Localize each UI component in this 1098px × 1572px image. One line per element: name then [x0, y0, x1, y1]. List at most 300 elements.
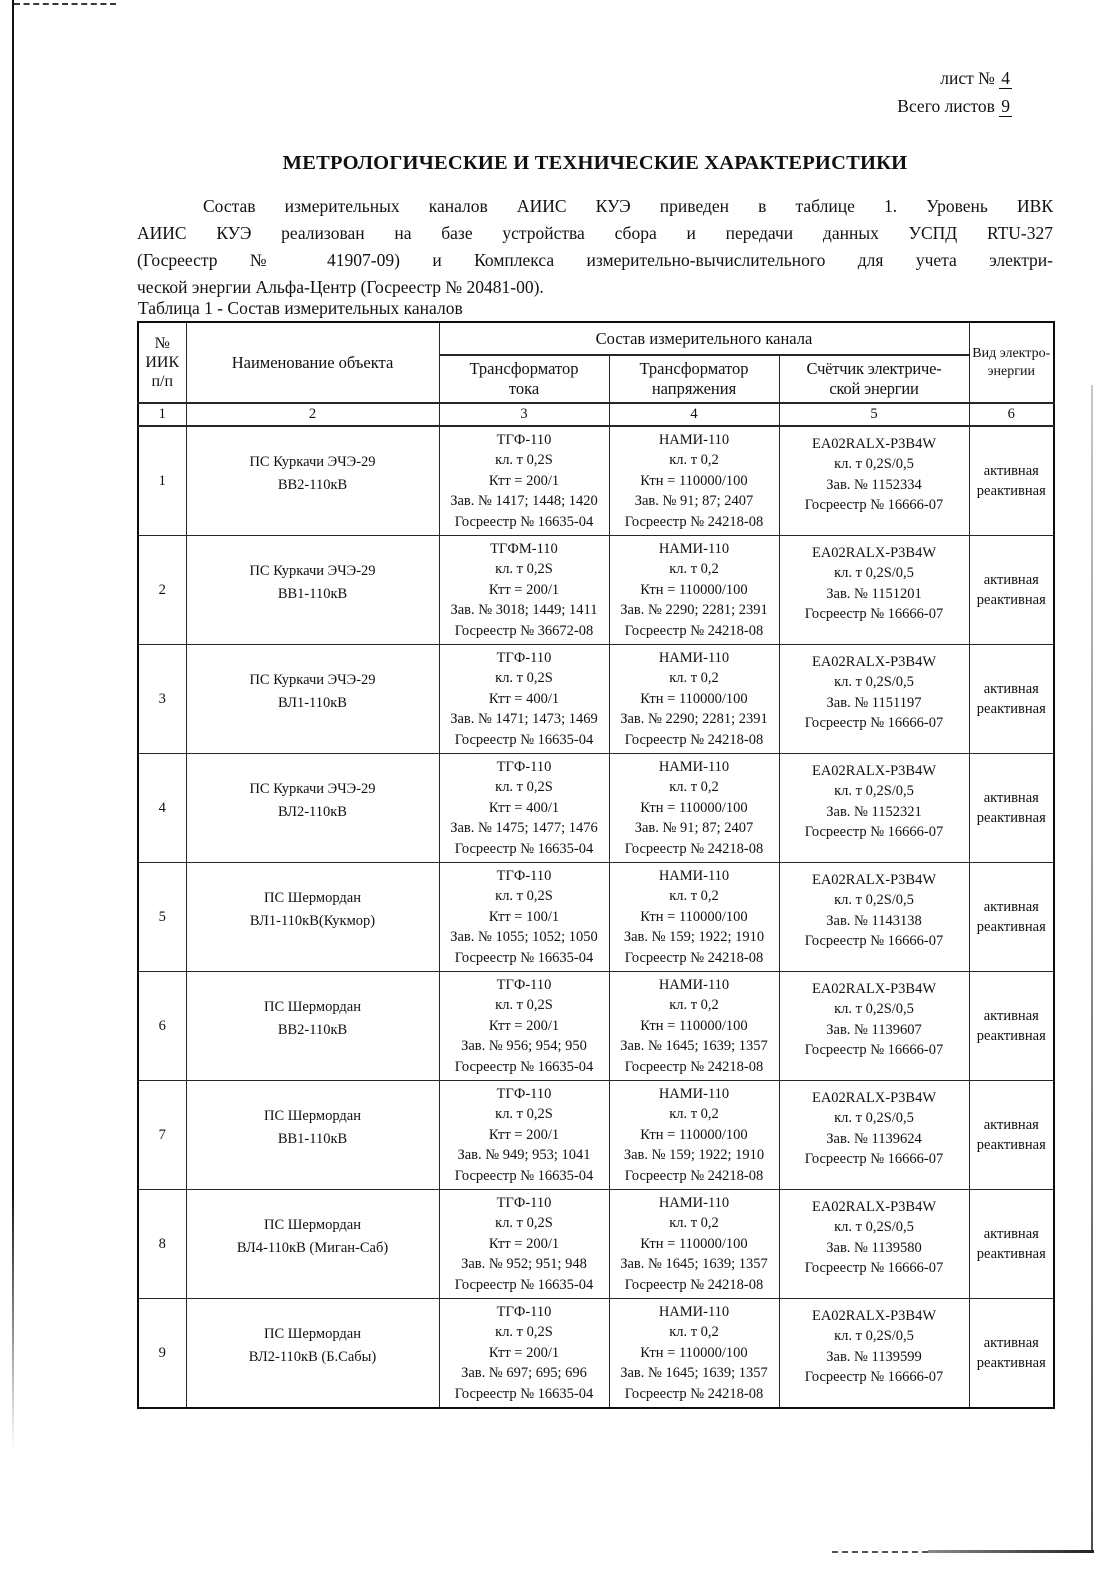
text-line: Ктт = 200/1 — [488, 1235, 560, 1252]
table-row — [138, 754, 1054, 863]
column-number: 6 — [969, 403, 1054, 426]
sheet-number-value: 4 — [1001, 68, 1010, 88]
cell-energy-meter — [779, 426, 969, 536]
text-line: EA02RALX-P3B4W — [811, 980, 937, 997]
cell-iik-number — [138, 645, 186, 754]
object-name-stack — [187, 755, 439, 861]
cell-object-name — [186, 645, 439, 754]
text-line: Госреестр № 16635-04 — [454, 1058, 594, 1075]
text-line: Зав. № 159; 1922; 1910 — [623, 929, 765, 945]
cell-voltage-transformer-stack — [610, 537, 779, 643]
scan-bottom-right-line — [928, 1550, 1094, 1553]
text-line: Зав. № 1645; 1639; 1357 — [620, 1365, 768, 1381]
text-line: ПС Куркачи ЭЧЭ-29 — [249, 781, 376, 797]
text-line: Ктт = 400/1 — [488, 799, 560, 816]
text-line: Госреестр № 16666-07 — [804, 933, 944, 950]
text-line: НАМИ-110 — [658, 758, 730, 775]
cell-energy-meter-stack — [780, 1082, 969, 1188]
text-line: кл. т 0,2 — [669, 997, 719, 1013]
cell-voltage-transformer-stack — [610, 428, 779, 534]
text-line: Зав. № 697; 695; 696 — [461, 1365, 587, 1381]
cell-current-transformer-stack — [440, 428, 609, 534]
cell-voltage-transformer — [609, 1081, 779, 1190]
cell-current-transformer — [439, 754, 609, 863]
col-header-current-transformer — [439, 355, 609, 403]
cell-energy-meter — [779, 536, 969, 645]
column-number: 4 — [609, 403, 779, 426]
text-line: Ктт = 200/1 — [488, 1126, 560, 1143]
text-line: Зав. № 91; 87; 2407 — [634, 493, 754, 509]
text-line: Госреестр № 16666-07 — [804, 1151, 944, 1168]
col-header-meter-line: ской энергии — [829, 379, 919, 398]
cell-iik-number — [138, 426, 186, 536]
text-line: кл. т 0,2 — [669, 1215, 719, 1231]
text-line: НАМИ-110 — [658, 1194, 730, 1211]
text-line: Зав. № 1055; 1052; 1050 — [450, 929, 598, 945]
text-line: Госреестр № 16666-07 — [804, 824, 944, 841]
text-line: НАМИ-110 — [658, 649, 730, 666]
cell-current-transformer-stack — [440, 537, 609, 643]
text-line: Госреестр № 24218-08 — [624, 1385, 764, 1402]
col-header-iik — [138, 322, 186, 403]
text-line: ТГФ-110 — [496, 976, 552, 993]
text-line: кл. т 0,2S — [495, 779, 553, 795]
text-line: Госреестр № 16635-04 — [454, 513, 594, 530]
cell-current-transformer-stack — [440, 1082, 609, 1188]
cell-energy-meter — [779, 863, 969, 972]
text-line: Госреестр № 24218-08 — [624, 1276, 764, 1293]
text-line: Зав. № 1139624 — [826, 1130, 922, 1147]
text-line: Зав. № 1143138 — [826, 912, 922, 929]
paragraph-line: АИИС КУЭ реализован на базе устройства сбора и передачи данных УСПД RTU-327 — [137, 223, 1053, 243]
text-line: EA02RALX-P3B4W — [811, 871, 937, 888]
energy-type-stack — [970, 1082, 1054, 1188]
object-name-stack — [187, 1191, 439, 1297]
object-name-stack — [187, 1082, 439, 1188]
cell-energy-meter-stack — [780, 428, 969, 534]
cell-energy-meter-stack — [780, 1300, 969, 1406]
cell-voltage-transformer — [609, 972, 779, 1081]
col-header-energy-type-line: Вид электро- — [972, 345, 1051, 361]
text-line: Зав. № 1417; 1448; 1420 — [450, 493, 598, 509]
col-header-ct-line: тока — [508, 379, 540, 398]
text-line: Зав. № 1471; 1473; 1469 — [450, 711, 598, 727]
text-line: ВЛ2-110кВ (Б.Сабы) — [248, 1349, 377, 1365]
cell-current-transformer-stack — [440, 755, 609, 861]
cell-voltage-transformer — [609, 536, 779, 645]
text-line: Зав. № 1139580 — [826, 1239, 922, 1256]
cell-current-transformer — [439, 1190, 609, 1299]
col-header-energy-type — [969, 322, 1054, 403]
cell-object-name — [186, 972, 439, 1081]
text-line: кл. т 0,2S/0,5 — [834, 674, 914, 691]
cell-current-transformer-stack — [440, 1300, 609, 1406]
object-name-stack — [187, 428, 439, 534]
cell-current-transformer — [439, 1081, 609, 1190]
text-line: реактивная — [976, 810, 1046, 826]
text-line: Зав. № 1645; 1639; 1357 — [620, 1256, 768, 1272]
text-line: НАМИ-110 — [658, 976, 730, 993]
cell-energy-meter — [779, 1190, 969, 1299]
col-header-meter-line: Счётчик электриче- — [806, 359, 942, 378]
text-line: Госреестр № 24218-08 — [624, 622, 764, 639]
page-title: МЕТРОЛОГИЧЕСКИЕ И ТЕХНИЧЕСКИЕ ХАРАКТЕРИСТИКИ — [282, 152, 908, 174]
cell-iik-number — [138, 1081, 186, 1190]
text-line: Госреестр № 24218-08 — [624, 1058, 764, 1075]
text-line: кл. т 0,2S — [495, 1106, 553, 1122]
text-line: реактивная — [976, 701, 1046, 717]
text-line: EA02RALX-P3B4W — [811, 435, 937, 452]
cell-voltage-transformer — [609, 1299, 779, 1409]
text-line: Зав. № 1139607 — [826, 1021, 922, 1038]
energy-type-stack — [970, 428, 1054, 534]
text-line: Зав. № 3018; 1449; 1411 — [450, 602, 598, 618]
cell-voltage-transformer-stack — [610, 1191, 779, 1297]
text-line: реактивная — [976, 592, 1046, 608]
cell-iik-number — [138, 754, 186, 863]
scan-edge-right — [1091, 385, 1093, 1552]
text-line: Зав. № 1152334 — [826, 476, 922, 493]
cell-iik-number — [138, 1190, 186, 1299]
energy-type-stack — [970, 973, 1054, 1079]
text-line: Госреестр № 16635-04 — [454, 1167, 594, 1184]
text-line: Госреестр № 16666-07 — [804, 1042, 944, 1059]
text-line: Зав. № 1151197 — [826, 694, 922, 711]
intro-paragraph — [137, 193, 1053, 301]
text-line: реактивная — [976, 919, 1046, 935]
channels-table — [137, 321, 1055, 1409]
text-line: Госреестр № 24218-08 — [624, 731, 764, 748]
text-line: Ктн = 110000/100 — [640, 908, 748, 925]
text-line: кл. т 0,2 — [669, 1106, 719, 1122]
text-line: кл. т 0,2S — [495, 997, 553, 1013]
text-line: активная — [983, 1008, 1039, 1024]
text-line: ТГФ-110 — [496, 431, 552, 448]
cell-energy-meter-stack — [780, 864, 969, 970]
cell-current-transformer-stack — [440, 646, 609, 752]
sheet-info — [897, 64, 1012, 120]
text-line: Госреестр № 16666-07 — [804, 1369, 944, 1386]
column-number: 2 — [186, 403, 439, 426]
text-line: EA02RALX-P3B4W — [811, 1307, 937, 1324]
cell-voltage-transformer — [609, 863, 779, 972]
cell-voltage-transformer — [609, 1190, 779, 1299]
cell-voltage-transformer-stack — [610, 864, 779, 970]
text-line: реактивная — [976, 1028, 1046, 1044]
text-line: реактивная — [976, 1246, 1046, 1262]
column-number: 1 — [138, 403, 186, 426]
text-line: Зав. № 2290; 2281; 2391 — [620, 711, 768, 727]
text-line: 1 — [158, 472, 166, 489]
cell-energy-type — [969, 972, 1054, 1081]
cell-energy-type — [969, 1299, 1054, 1409]
table-caption: Таблица 1 - Состав измерительных каналов — [138, 298, 463, 318]
cell-current-transformer — [439, 426, 609, 536]
text-line: ВЛ1-110кВ(Кукмор) — [249, 913, 376, 929]
scan-bottom-right-dashes — [832, 1551, 928, 1553]
column-number: 5 — [779, 403, 969, 426]
text-line: Зав. № 2290; 2281; 2391 — [620, 602, 768, 618]
text-line: Госреестр № 16635-04 — [454, 731, 594, 748]
text-line: кл. т 0,2S/0,5 — [834, 1001, 914, 1018]
text-line: Зав. № 956; 954; 950 — [461, 1038, 587, 1054]
text-line: ТГФ-110 — [496, 1194, 552, 1211]
cell-current-transformer — [439, 972, 609, 1081]
text-line: ТГФ-110 — [496, 867, 552, 884]
text-line: 6 — [158, 1017, 166, 1034]
text-line: ТГФ-110 — [496, 649, 552, 666]
object-name-stack — [187, 646, 439, 752]
scan-edge-left — [12, 0, 14, 1450]
object-name-stack — [187, 1300, 439, 1406]
table-row — [138, 1190, 1054, 1299]
cell-energy-meter — [779, 1081, 969, 1190]
text-line: НАМИ-110 — [658, 867, 730, 884]
table-row — [138, 1081, 1054, 1190]
text-line: ВЛ1-110кВ — [278, 695, 347, 711]
cell-current-transformer — [439, 863, 609, 972]
text-line: кл. т 0,2S/0,5 — [834, 783, 914, 800]
text-line: активная — [983, 790, 1039, 806]
col-header-energy-meter — [779, 355, 969, 403]
text-line: кл. т 0,2S/0,5 — [834, 892, 914, 909]
text-line: ПС Куркачи ЭЧЭ-29 — [249, 672, 376, 688]
cell-object-name — [186, 536, 439, 645]
text-line: ВВ1-110кВ — [277, 586, 348, 602]
cell-energy-meter — [779, 972, 969, 1081]
cell-object-name — [186, 1081, 439, 1190]
sheet-number-label: лист № — [940, 68, 995, 88]
text-line: кл. т 0,2S — [495, 1324, 553, 1340]
text-line: EA02RALX-P3B4W — [811, 544, 937, 561]
cell-energy-type — [969, 863, 1054, 972]
table-row — [138, 1299, 1054, 1409]
cell-iik-number — [138, 972, 186, 1081]
cell-iik-number — [138, 863, 186, 972]
cell-energy-type — [969, 1081, 1054, 1190]
text-line: активная — [983, 899, 1039, 915]
cell-voltage-transformer-stack — [610, 755, 779, 861]
cell-voltage-transformer — [609, 754, 779, 863]
sheet-number-line — [897, 64, 1012, 92]
table-row — [138, 863, 1054, 972]
text-line: НАМИ-110 — [658, 1085, 730, 1102]
text-line: Ктн = 110000/100 — [640, 1235, 748, 1252]
text-line: ТГФ-110 — [496, 1303, 552, 1320]
text-line: Зав. № 91; 87; 2407 — [634, 820, 754, 836]
text-line: ВВ2-110кВ — [277, 1022, 348, 1038]
table-row — [138, 645, 1054, 754]
text-line: ПС Шермордан — [264, 1326, 361, 1342]
col-header-vt-line: Трансформатор — [639, 359, 749, 378]
text-line: EA02RALX-P3B4W — [811, 1198, 937, 1215]
text-line: Госреестр № 16666-07 — [804, 715, 944, 732]
scan-top-left-marks — [14, 3, 116, 5]
table-row — [138, 972, 1054, 1081]
cell-energy-meter-stack — [780, 537, 969, 643]
text-line: реактивная — [976, 1137, 1046, 1153]
text-line: реактивная — [976, 483, 1046, 499]
col-header-ct-line: Трансформатор — [469, 359, 579, 378]
cell-energy-meter — [779, 1299, 969, 1409]
cell-current-transformer-stack — [440, 973, 609, 1079]
col-header-object-name: Наименование объекта — [186, 322, 439, 403]
col-header-iik-line: № — [154, 335, 170, 352]
cell-energy-meter-stack — [780, 973, 969, 1079]
total-sheets-label: Всего листов — [897, 96, 995, 116]
text-line: Зав. № 1152321 — [826, 803, 922, 820]
text-line: ТГФ-110 — [496, 758, 552, 775]
text-line: Госреестр № 16666-07 — [804, 497, 944, 514]
text-line: кл. т 0,2S — [495, 1215, 553, 1231]
text-line: кл. т 0,2 — [669, 888, 719, 904]
energy-type-stack — [970, 755, 1054, 861]
text-line: 7 — [158, 1126, 166, 1143]
cell-energy-meter-stack — [780, 1191, 969, 1297]
total-sheets-line — [897, 92, 1012, 120]
energy-type-stack — [970, 1191, 1054, 1297]
text-line: Зав. № 159; 1922; 1910 — [623, 1147, 765, 1163]
text-line: Ктн = 110000/100 — [640, 690, 748, 707]
text-line: Госреестр № 16635-04 — [454, 1276, 594, 1293]
text-line: кл. т 0,2 — [669, 452, 719, 468]
text-line: кл. т 0,2S — [495, 452, 553, 468]
cell-energy-type — [969, 754, 1054, 863]
text-line: Зав. № 1139599 — [826, 1348, 922, 1365]
cell-object-name — [186, 426, 439, 536]
text-line: активная — [983, 1117, 1039, 1133]
text-line: EA02RALX-P3B4W — [811, 653, 937, 670]
text-line: Ктн = 110000/100 — [640, 799, 748, 816]
cell-object-name — [186, 1299, 439, 1409]
cell-object-name — [186, 863, 439, 972]
text-line: кл. т 0,2 — [669, 1324, 719, 1340]
text-line: реактивная — [976, 1355, 1046, 1371]
text-line: Госреестр № 24218-08 — [624, 513, 764, 530]
text-line: 5 — [158, 908, 166, 925]
text-line: ПС Шермордан — [264, 999, 361, 1015]
text-line: Госреестр № 16635-04 — [454, 1385, 594, 1402]
paragraph-line: (Госреестр № 41907-09) и Комплекса измерительно-вычислительного для учета электри- — [137, 250, 1053, 270]
col-header-energy-type-line: энергии — [987, 363, 1035, 379]
text-line: НАМИ-110 — [658, 1303, 730, 1320]
text-line: активная — [983, 681, 1039, 697]
energy-type-stack — [970, 646, 1054, 752]
text-line: Зав. № 1645; 1639; 1357 — [620, 1038, 768, 1054]
text-line: Ктт = 200/1 — [488, 1344, 560, 1361]
cell-energy-meter — [779, 754, 969, 863]
text-line: ПС Куркачи ЭЧЭ-29 — [249, 454, 376, 470]
text-line: 3 — [158, 690, 166, 707]
text-line: Зав. № 952; 951; 948 — [461, 1256, 587, 1272]
cell-energy-type — [969, 536, 1054, 645]
object-name-stack — [187, 537, 439, 643]
text-line: ВВ1-110кВ — [277, 1131, 348, 1147]
text-line: кл. т 0,2S/0,5 — [834, 1219, 914, 1236]
cell-energy-type — [969, 1190, 1054, 1299]
text-line: кл. т 0,2S/0,5 — [834, 1110, 914, 1127]
text-line: Ктн = 110000/100 — [640, 1126, 748, 1143]
text-line: Ктт = 200/1 — [488, 1017, 560, 1034]
cell-iik-number — [138, 1299, 186, 1409]
text-line: кл. т 0,2S/0,5 — [834, 565, 914, 582]
text-line: НАМИ-110 — [658, 431, 730, 448]
cell-energy-meter-stack — [780, 755, 969, 861]
text-line: ПС Шермордан — [264, 1108, 361, 1124]
text-line: кл. т 0,2 — [669, 779, 719, 795]
cell-object-name — [186, 754, 439, 863]
col-header-iik-line: п/п — [151, 373, 174, 390]
text-line: Ктн = 110000/100 — [640, 1017, 748, 1034]
text-line: ВЛ2-110кВ — [278, 804, 347, 820]
text-line: активная — [983, 572, 1039, 588]
cell-current-transformer-stack — [440, 1191, 609, 1297]
table-row — [138, 426, 1054, 536]
cell-voltage-transformer-stack — [610, 973, 779, 1079]
column-number: 3 — [439, 403, 609, 426]
cell-voltage-transformer — [609, 426, 779, 536]
cell-energy-type — [969, 645, 1054, 754]
text-line: Ктт = 200/1 — [488, 472, 560, 489]
text-line: 8 — [158, 1235, 166, 1252]
object-name-stack — [187, 864, 439, 970]
text-line: 4 — [158, 799, 166, 816]
text-line: кл. т 0,2 — [669, 670, 719, 686]
text-line: ТГФМ-110 — [490, 540, 558, 557]
text-line: Госреестр № 16666-07 — [804, 606, 944, 623]
text-line: Ктт = 400/1 — [488, 690, 560, 707]
text-line: ПС Шермордан — [264, 1217, 361, 1233]
text-line: кл. т 0,2S — [495, 670, 553, 686]
text-line: Госреестр № 24218-08 — [624, 949, 764, 966]
col-header-vt-line: напряжения — [651, 379, 737, 398]
text-line: кл. т 0,2S/0,5 — [834, 456, 914, 473]
text-line: Госреестр № 16635-04 — [454, 840, 594, 857]
text-line: EA02RALX-P3B4W — [811, 1089, 937, 1106]
table-row — [138, 536, 1054, 645]
cell-voltage-transformer — [609, 645, 779, 754]
text-line: Госреестр № 16635-04 — [454, 949, 594, 966]
text-line: кл. т 0,2 — [669, 561, 719, 577]
col-header-voltage-transformer — [609, 355, 779, 403]
object-name-stack — [187, 973, 439, 1079]
cell-energy-meter-stack — [780, 646, 969, 752]
text-line: активная — [983, 1226, 1039, 1242]
text-line: активная — [983, 1335, 1039, 1351]
text-line: активная — [983, 463, 1039, 479]
text-line: 9 — [158, 1344, 166, 1361]
cell-iik-number — [138, 536, 186, 645]
paragraph-line: ческой энергии Альфа-Центр (Госреестр № 20481-00). — [137, 277, 544, 297]
text-line: кл. т 0,2S — [495, 561, 553, 577]
column-numbers-row — [138, 403, 1054, 426]
text-line: ПС Шермордан — [264, 890, 361, 906]
text-line: ВВ2-110кВ — [277, 477, 348, 493]
text-line: Зав. № 1475; 1477; 1476 — [450, 820, 598, 836]
cell-current-transformer — [439, 536, 609, 645]
text-line: Ктн = 110000/100 — [640, 472, 748, 489]
text-line: Ктн = 110000/100 — [640, 1344, 748, 1361]
energy-type-stack — [970, 537, 1054, 643]
text-line: Госреестр № 16666-07 — [804, 1260, 944, 1277]
cell-voltage-transformer-stack — [610, 646, 779, 752]
total-sheets-value: 9 — [1001, 96, 1010, 116]
text-line: EA02RALX-P3B4W — [811, 762, 937, 779]
text-line: ВЛ4-110кВ (Миган-Саб) — [236, 1240, 389, 1256]
group-header-channel: Состав измерительного канала — [439, 322, 969, 355]
cell-current-transformer-stack — [440, 864, 609, 970]
energy-type-stack — [970, 864, 1054, 970]
